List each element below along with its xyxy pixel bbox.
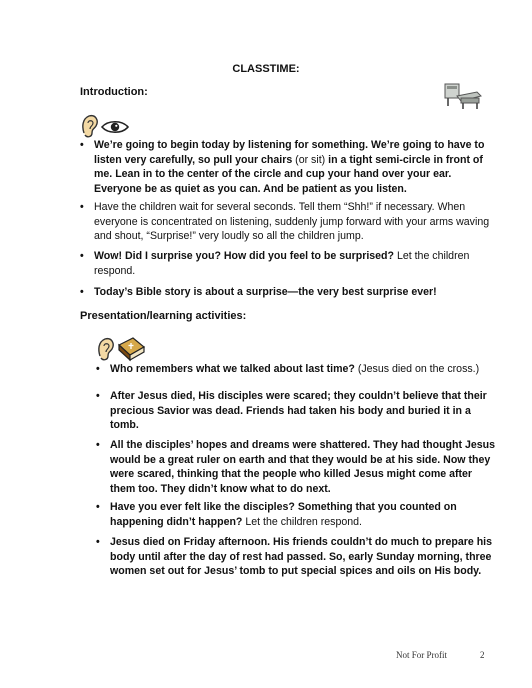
- intro-bullet-3: • Wow! Did I surprise you? How did you feel to be surprised? Let the children respond.: [80, 250, 470, 277]
- eye-icon: [100, 119, 130, 135]
- presentation-bullet-2: • After Jesus died, His disciples were scared; they couldn’t believe that their precious Savior was dead. Friends had taken his body and buried it in a tomb.: [96, 390, 487, 432]
- presentation-bullet-1: • Who remembers what we talked about last time? (Jesus died on the cross.): [96, 363, 480, 375]
- page-title: CLASSTIME:: [232, 63, 300, 75]
- bible-icon: [116, 335, 146, 363]
- footer-label: Not For Profit: [396, 650, 448, 660]
- introduction-heading: Introduction:: [80, 86, 148, 98]
- intro-bullet-1: • We’re going to begin today by listening for something. We’re going to have to listen very carefully, so pull your chairs (or sit) in a tight semi-circle in front of me. Lean in to the center of the circle and cup your hand over your ear. Everyone be as quiet as you can. And be patient as you listen.: [80, 139, 485, 195]
- presentation-bullet-5: • Jesus died on Friday afternoon. His friends couldn’t do much to prepare his body until after the day of rest had passed. So, early Sunday morning, three women set out for Jesus’ tomb to put special spices and oils on His body.: [96, 536, 493, 578]
- footer-page-number: 2: [480, 650, 485, 660]
- intro-bullet-3-normal: Let the children respond.: [94, 250, 470, 277]
- presentation-bullet-1-normal: (Jesus died on the cross.): [354, 363, 480, 375]
- intro-bullet-2: • Have the children wait for several seconds. Tell them “Shh!” if necessary. When everyone is concentrated on listening, suddenly jump forward with your arms waving and shout, “Surprise!” very loudly so all the children jump.: [80, 201, 490, 243]
- intro-bullet-4: • Today’s Bible story is about a surprise—the very best surprise ever!: [80, 286, 437, 298]
- presentation-bullet-3: • All the disciples’ hopes and dreams were shattered. They had thought Jesus would be a great ruler on earth and that they would be at his side. Now they were scared, thinking that the people who killed Jesus might come after them too. They didn’t know what to do next.: [96, 439, 496, 495]
- intro-bullet-3-bold: Wow! Did I surprise you? How did you feel to be surprised?: [94, 250, 394, 262]
- presentation-bullet-1-bold: Who remembers what we talked about last time?: [110, 363, 355, 375]
- intro-bullet-1-normal: (or sit): [292, 153, 329, 166]
- presentation-bullet-4-normal: Let the children respond.: [242, 515, 362, 528]
- intro-bullet-1-bold2: in a tight semi-circle in front of me. Lean in to the center of the circle and cup your hand over your ear. Everyone be as quiet as you can. And be patient as you listen.: [94, 153, 483, 195]
- intro-bullet-1-bold: We’re going to begin today by listening for something. We’re going to have to listen very carefully, so pull your chairs: [94, 139, 485, 166]
- ear-icon-2: [96, 336, 116, 362]
- presentation-bullet-4: • Have you ever felt like the disciples? Something that you counted on happening didn’t happen? Let the children respond.: [96, 501, 457, 528]
- ear-icon: [80, 113, 100, 139]
- presentation-bullet-4-bold: Have you ever felt like the disciples? Something that you counted on happening didn’t happen?: [110, 501, 457, 528]
- chair-icon: [443, 80, 483, 110]
- presentation-heading: Presentation/learning activities:: [80, 310, 247, 322]
